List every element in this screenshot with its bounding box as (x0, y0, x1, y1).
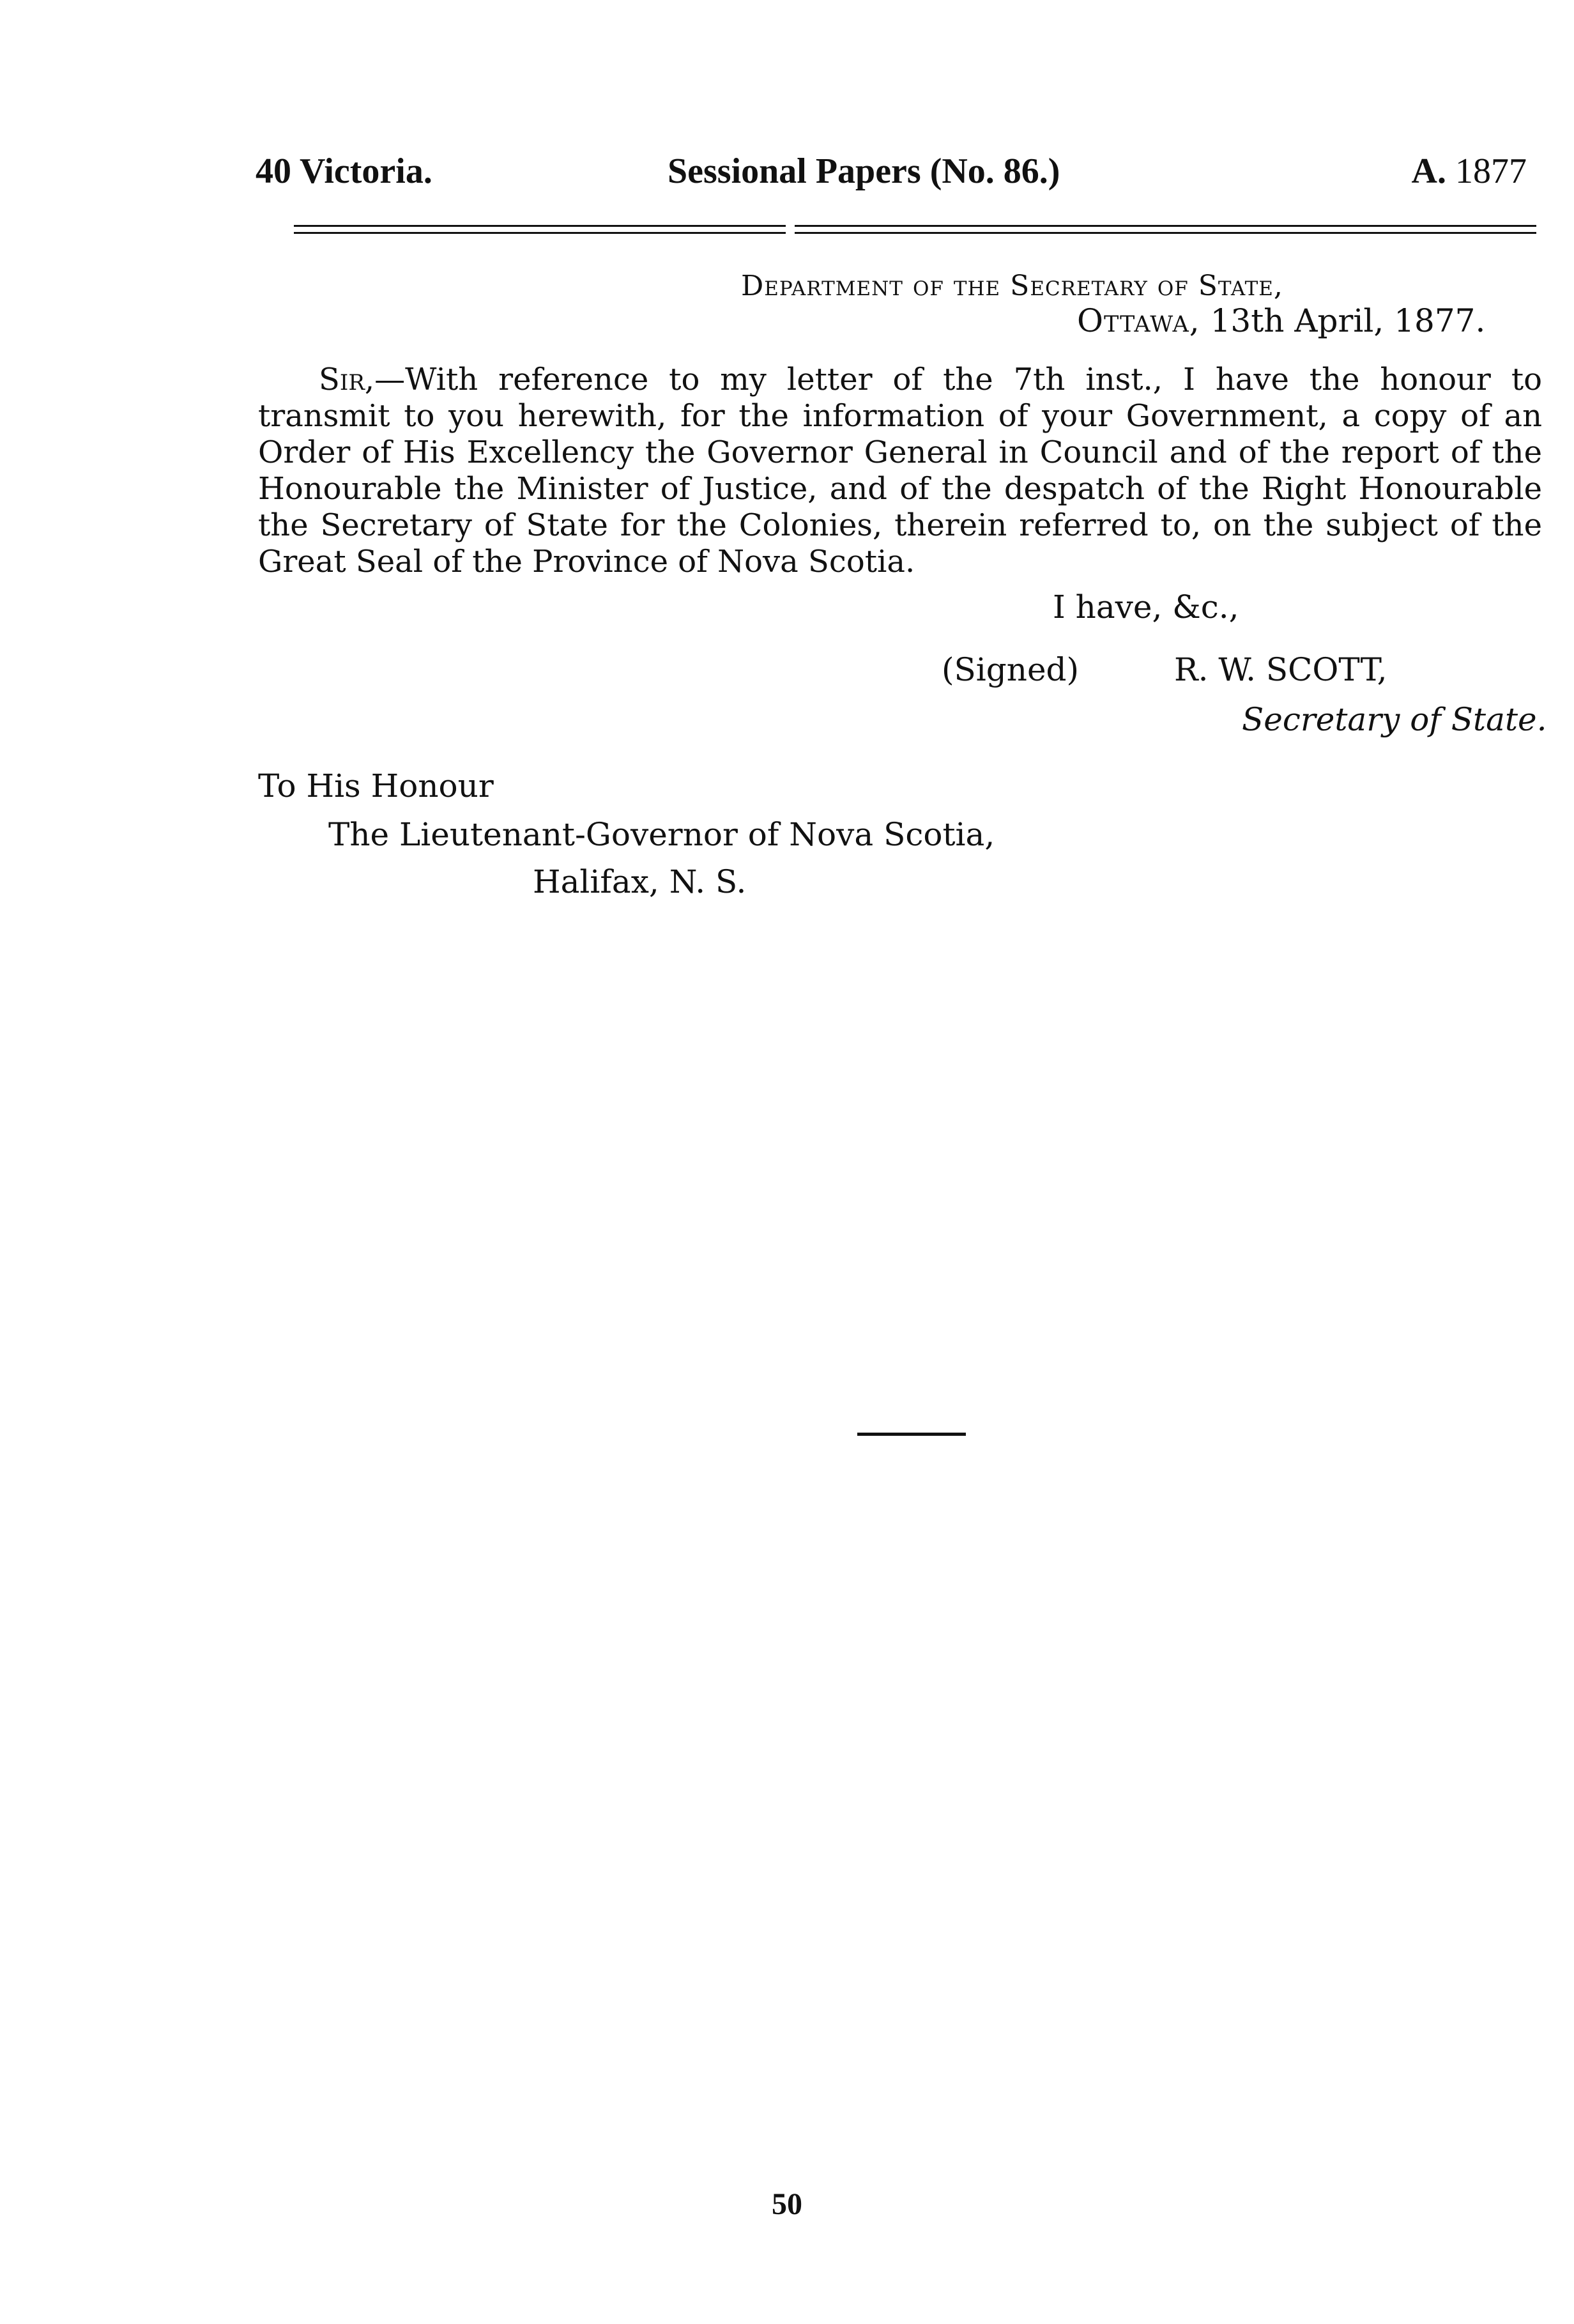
header-year-value: 1877 (1455, 151, 1527, 191)
header-double-rule (294, 225, 1536, 234)
place: Ottawa, (1077, 302, 1200, 339)
header-session: 40 Victoria. (256, 151, 432, 191)
header-title: Sessional Papers (No. 86.) (668, 151, 1060, 191)
addressee-line-2: The Lieutenant-Governor of Nova Scotia, (328, 816, 995, 853)
signer-title: Secretary of State. (1242, 701, 1547, 738)
closing: I have, &c., (1053, 589, 1239, 626)
rule-gap (786, 224, 795, 235)
addressee-line-3: Halifax, N. S. (533, 863, 747, 900)
salutation: Sir, (319, 362, 375, 397)
page-number: 50 (772, 2187, 802, 2221)
addressee-line-1: To His Honour (258, 767, 494, 804)
end-rule (857, 1433, 966, 1436)
signer-name: R. W. SCOTT, (1174, 651, 1387, 688)
letter-date: 13th April, 1877. (1210, 302, 1486, 339)
letter-body (258, 362, 1542, 580)
signed-label: (Signed) (942, 651, 1080, 688)
date-line (1077, 302, 1485, 340)
body-paragraph: —With reference to my letter of the 7th inst., I have the honour to transmit to you herewith, for the information of your Government, a copy of an Order of His Excellency the Governor General in Council and of the report of the Honourable the Minister of Justice, and of the despatch of the Right Honourable the Secretary of State for the Colonies, therein referred to, on the subject of the Great Seal of the Province of Nova Scotia. (258, 362, 1542, 580)
running-header (256, 146, 1527, 197)
department-line: Department of the Secretary of State, (741, 270, 1283, 302)
header-year (1412, 146, 1527, 197)
header-year-prefix: A. (1411, 151, 1446, 191)
